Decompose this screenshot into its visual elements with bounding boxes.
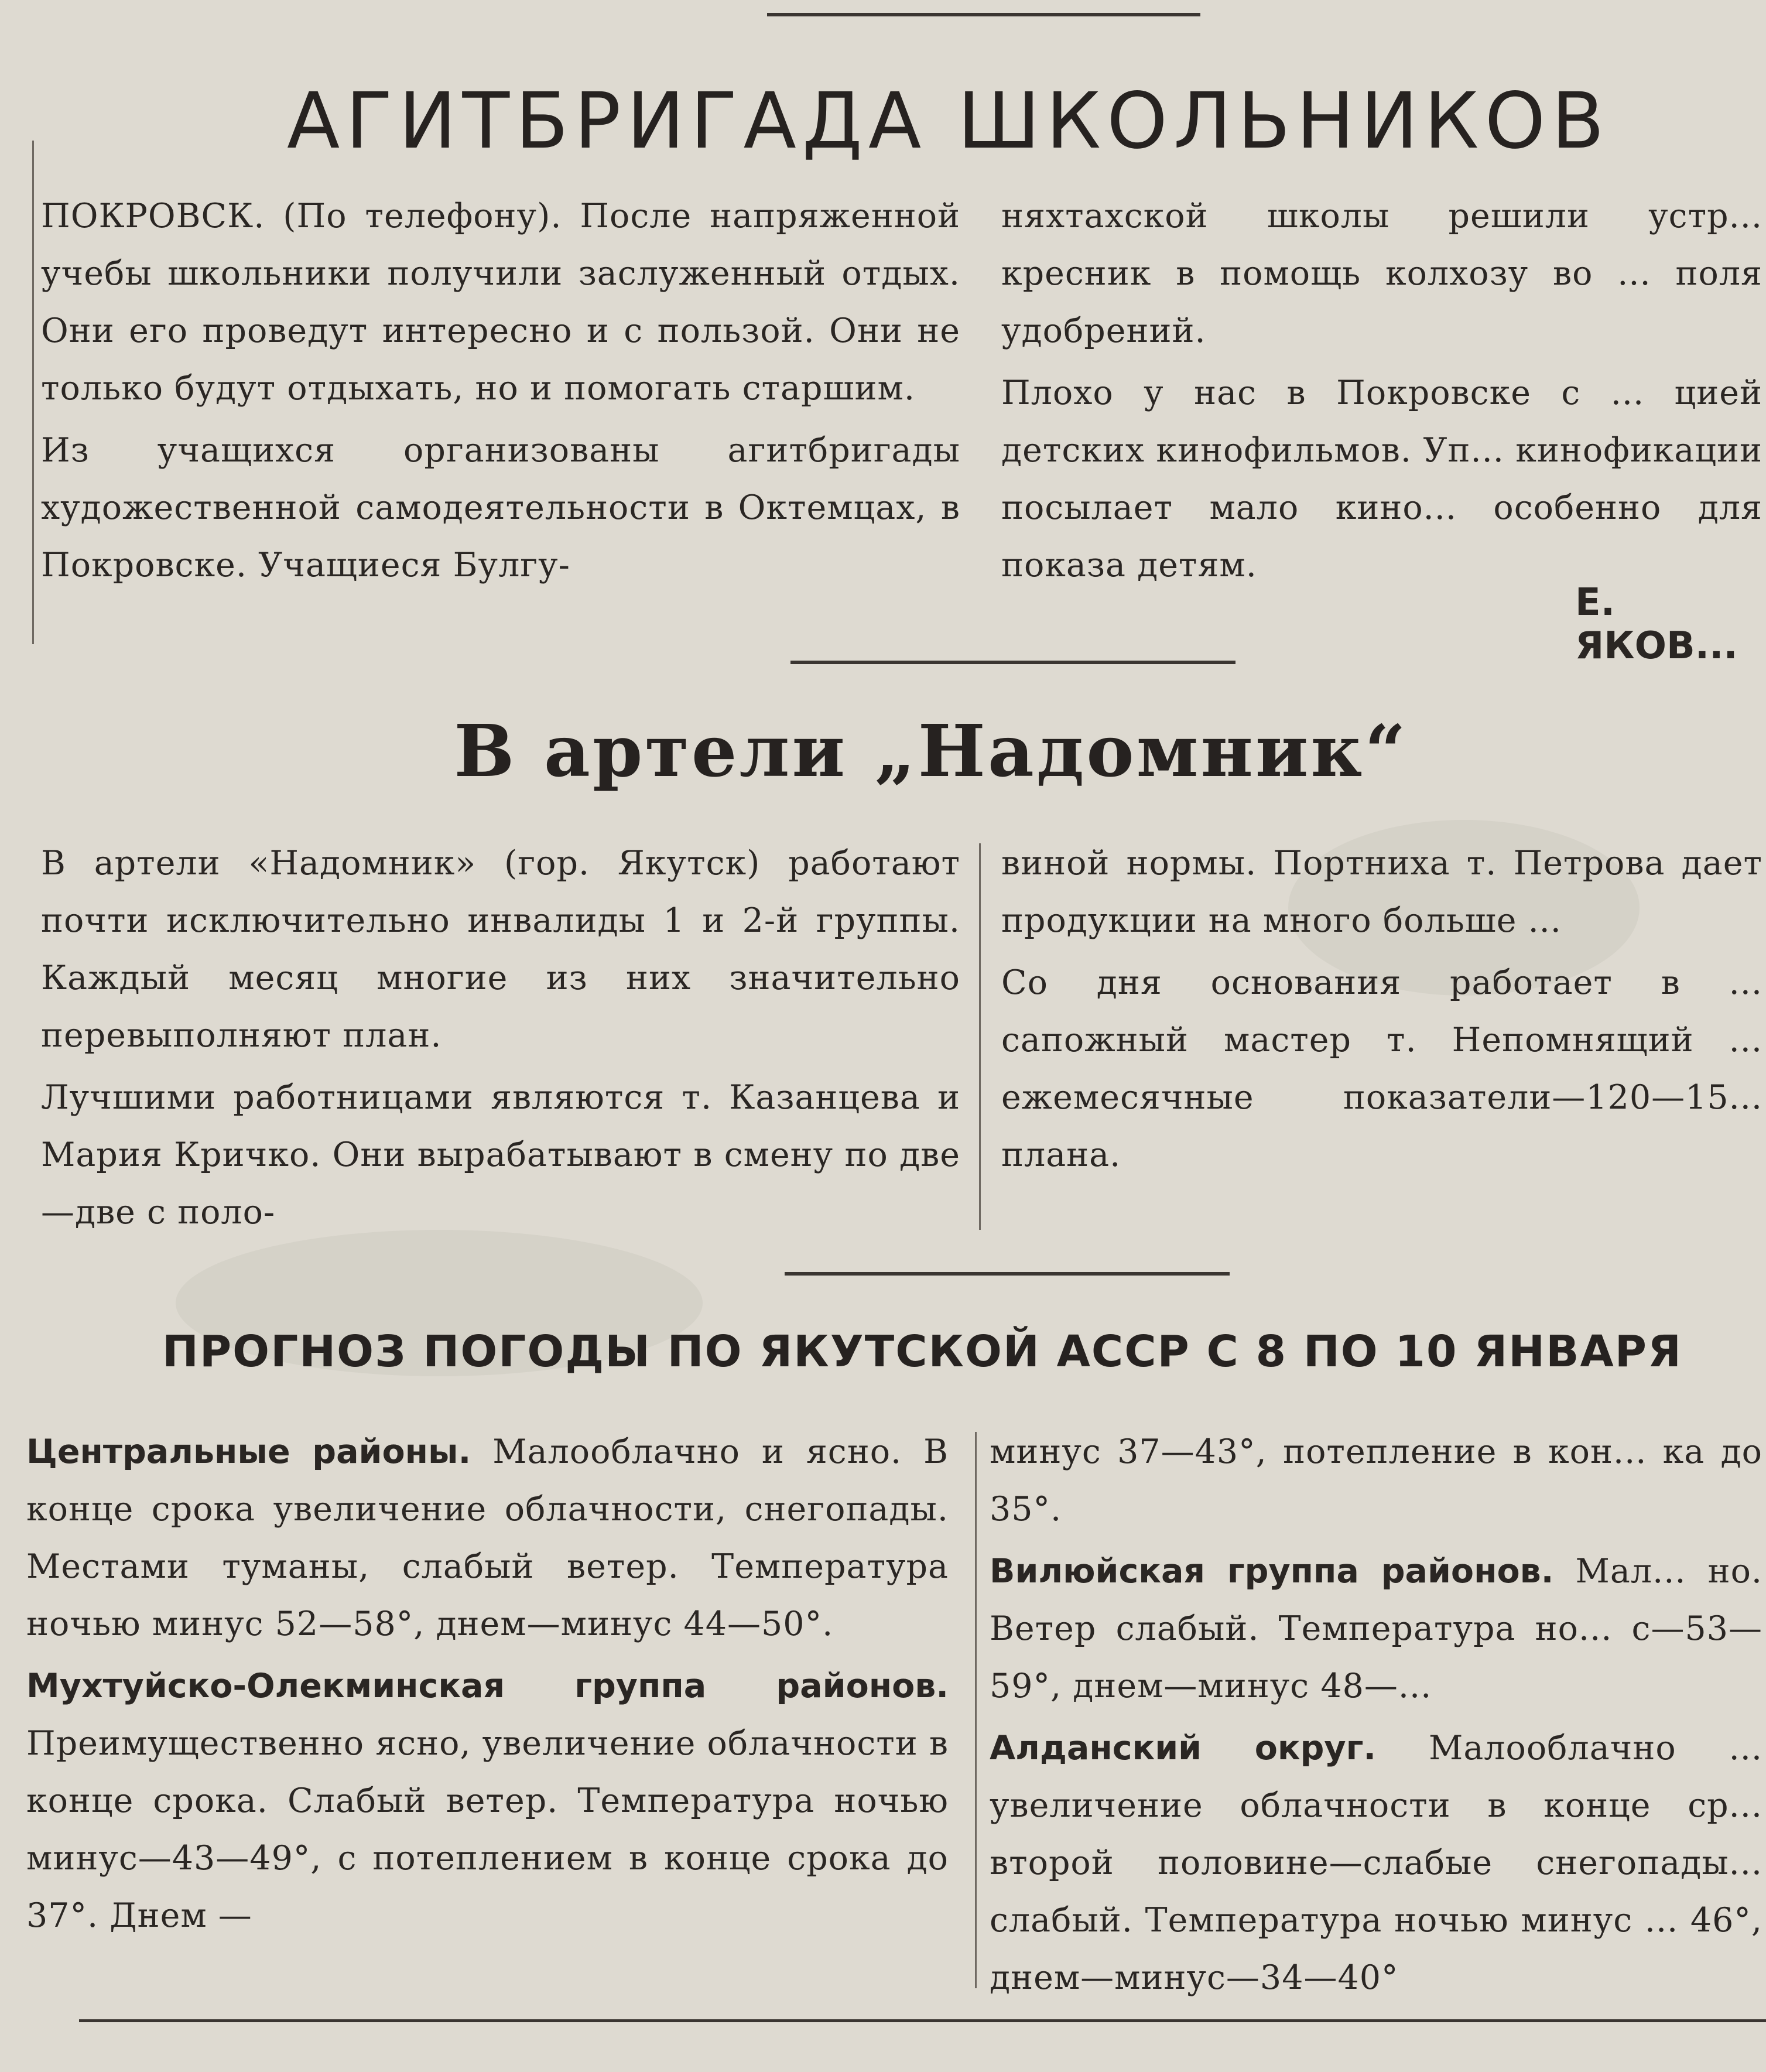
column-divider: [975, 1432, 977, 1988]
column-divider: [979, 843, 981, 1230]
article2-headline: В артели „Надомник“: [454, 709, 1408, 793]
forecast-text: Малооблачно и ясно. В конце срока увеличение облачности, снегопады. Местами туманы, слабый ветер. Температура ночью минус 52—58°, днем—минус 44—50°.: [26, 1432, 949, 1643]
article2-left-paragraph: Лучшими работницами являются т. Казанцева и Мария Кричко. Они вырабатывают в смену по две—две с поло-: [41, 1078, 960, 1232]
article2-left-paragraph: В артели «Надомник» (гор. Якутск) работают почти исключительно инвалиды 1 и 2-й группы. Каждый месяц многие из них значительно перевыполняют план.: [41, 844, 960, 1055]
article1-left-paragraph: Из учащихся организованы агитбригады художественной самодеятельности в Октемцах, в Покровске. Учащиеся Булгу-: [41, 431, 960, 584]
weather-paragraph: [990, 1719, 1762, 2006]
top-rule: [767, 13, 1200, 16]
weather-paragraph: [990, 1543, 1762, 1715]
section-rule: [790, 661, 1235, 664]
section-rule: [785, 1272, 1230, 1276]
article1-left-column: [41, 187, 960, 594]
forecast-text: минус 37—43°, потепление в кон... ка до 35°.: [990, 1432, 1762, 1529]
article1-right-paragraph: няхтахской школы решили устр... кресник в помощь колхозу во ... поля удобрений.: [1001, 197, 1762, 350]
region-title: Центральные районы.: [26, 1432, 471, 1471]
forecast-text: Преимущественно ясно, увеличение облачности в конце срока. Слабый ветер. Температура ночью минус—43—49°, с потеплением в конце срока до 37°. Днем —: [26, 1724, 949, 1935]
article1-right-paragraph: Плохо у нас в Покровске с ... цией детских кинофильмов. Уп... кинофикации посылает мало кино... особенно для показа детям.: [1001, 374, 1762, 584]
region-title: Мухтуйско-Олекминская группа районов.: [26, 1667, 949, 1705]
weather-right-column: [990, 1423, 1762, 2006]
weather-paragraph: [990, 1423, 1762, 1538]
weather-paragraph: [26, 1657, 949, 1944]
forecast-text: Малооблачно ... увеличение облачности в конце ср... второй половине—слабые снегопады... слабый. Температура ночью минус ... 46°, днем—минус—34—40°: [990, 1729, 1762, 1997]
article1-headline: АГИТБРИГАДА ШКОЛЬНИКОВ: [286, 76, 1610, 166]
article2-right-paragraph: Со дня основания работает в ... сапожный мастер т. Непомнящий ... ежемесячные показатели—120—15... плана.: [1001, 963, 1762, 1174]
left-margin-rule: [32, 141, 34, 644]
article3-headline: ПРОГНОЗ ПОГОДЫ ПО ЯКУТСКОЙ АССР С 8 ПО 10 ЯНВАРЯ: [162, 1326, 1682, 1377]
region-title: Алданский округ.: [990, 1729, 1377, 1767]
article1-left-paragraph: ПОКРОВСК. (По телефону). После напряженной учебы школьники получили заслуженный отдых. Они его проведут интересно и с пользой. Они не только будут отдыхать, но и помогать старшим.: [41, 197, 960, 408]
bottom-rule: [79, 2019, 1766, 2022]
article2-right-paragraph: виной нормы. Портниха т. Петрова дает продукции на много больше ...: [1001, 844, 1762, 940]
weather-left-column: [26, 1423, 949, 1944]
article1-right-column: [1001, 187, 1762, 594]
article2-right-column: [1001, 835, 1762, 1184]
article1-signature: Е. ЯКОВ...: [1575, 581, 1738, 668]
forecast-text: Мал... но. Ветер слабый. Температура но... с—53—59°, днем—минус 48—...: [990, 1552, 1763, 1705]
region-title: Вилюйская группа районов.: [990, 1552, 1554, 1591]
weather-paragraph: [26, 1423, 949, 1653]
article2-left-column: [41, 835, 960, 1241]
